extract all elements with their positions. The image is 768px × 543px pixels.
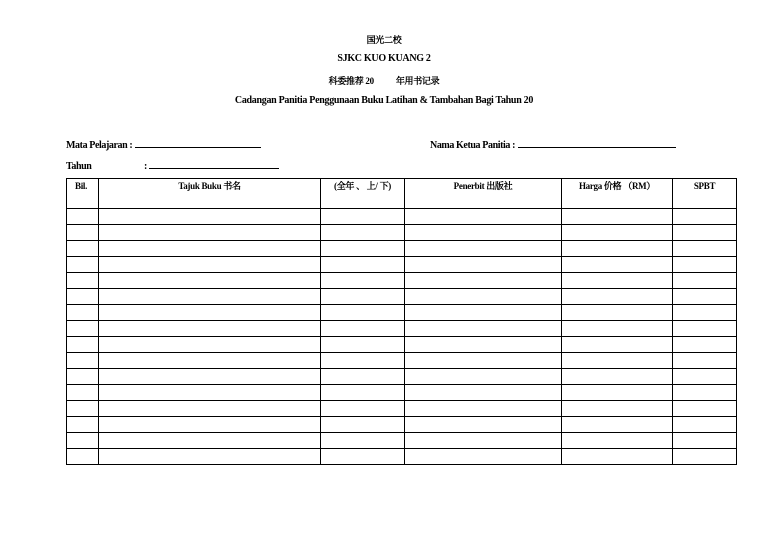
table-cell[interactable] [99, 385, 321, 401]
table-row [67, 209, 737, 225]
table-cell[interactable] [99, 353, 321, 369]
table-row [67, 353, 737, 369]
table-cell[interactable] [67, 241, 99, 257]
table-cell[interactable] [673, 305, 737, 321]
tahun-blank[interactable] [149, 159, 279, 169]
table-cell[interactable] [405, 433, 562, 449]
table-cell[interactable] [405, 273, 562, 289]
table-cell[interactable] [99, 209, 321, 225]
table-cell[interactable] [673, 337, 737, 353]
table-cell[interactable] [67, 305, 99, 321]
form-subtitle: Cadangan Panitia Penggunaan Buku Latihan & Tambahan Bagi Tahun 20 [234, 95, 534, 106]
table-cell[interactable] [67, 449, 99, 465]
table-cell[interactable] [673, 353, 737, 369]
table-row [67, 305, 737, 321]
table-cell[interactable] [562, 401, 673, 417]
table-cell[interactable] [562, 273, 673, 289]
table-cell[interactable] [562, 385, 673, 401]
column-header-tajuk-buku: Tajuk Buku 书名 [99, 179, 321, 209]
table-cell[interactable] [67, 225, 99, 241]
table-header-row [67, 179, 737, 209]
table-cell[interactable] [673, 209, 737, 225]
table-row [67, 273, 737, 289]
table-cell[interactable] [405, 209, 562, 225]
book-record-table [66, 178, 737, 465]
tahun-label: Tahun [66, 161, 92, 172]
table-cell[interactable] [673, 273, 737, 289]
table-cell[interactable] [99, 321, 321, 337]
table-row [67, 401, 737, 417]
column-header-penerbit: Penerbit 出版社 [405, 179, 562, 209]
table-cell[interactable] [673, 417, 737, 433]
table-cell[interactable] [562, 369, 673, 385]
table-cell[interactable] [405, 337, 562, 353]
table-cell[interactable] [405, 225, 562, 241]
table-cell[interactable] [673, 385, 737, 401]
table-cell[interactable] [99, 241, 321, 257]
table-cell[interactable] [405, 401, 562, 417]
table-cell[interactable] [673, 225, 737, 241]
table-cell[interactable] [321, 241, 405, 257]
table-cell[interactable] [99, 417, 321, 433]
table-cell[interactable] [405, 289, 562, 305]
table-cell[interactable] [673, 321, 737, 337]
table-cell[interactable] [67, 401, 99, 417]
table-cell[interactable] [562, 321, 673, 337]
table-cell[interactable] [321, 385, 405, 401]
table-cell[interactable] [321, 273, 405, 289]
table-cell[interactable] [67, 321, 99, 337]
table-cell[interactable] [67, 369, 99, 385]
school-chinese-name: 国光二校 [366, 35, 402, 45]
table-cell[interactable] [67, 209, 99, 225]
table-cell[interactable] [405, 305, 562, 321]
column-header-period: (全年 、 上/ 下) [321, 179, 405, 209]
table-cell[interactable] [99, 369, 321, 385]
mata-pelajaran-blank[interactable] [135, 138, 261, 148]
tahun-colon: : [144, 161, 147, 172]
table-cell[interactable] [673, 449, 737, 465]
table-cell[interactable] [321, 289, 405, 305]
table-cell[interactable] [99, 305, 321, 321]
table-cell[interactable] [67, 289, 99, 305]
table-cell[interactable] [321, 225, 405, 241]
table-cell[interactable] [673, 289, 737, 305]
table-cell[interactable] [99, 449, 321, 465]
nama-ketua-label: Nama Ketua Panitia : [430, 140, 516, 151]
table-cell[interactable] [405, 369, 562, 385]
record-title [0, 74, 768, 87]
table-cell[interactable] [99, 257, 321, 273]
nama-ketua-field [430, 138, 676, 151]
table-cell[interactable] [67, 257, 99, 273]
record-title-label: 年用书记录 [395, 76, 440, 86]
nama-ketua-blank[interactable] [518, 138, 676, 148]
table-cell[interactable] [67, 353, 99, 369]
table-cell[interactable] [321, 449, 405, 465]
table-cell[interactable] [405, 241, 562, 257]
table-cell[interactable] [562, 241, 673, 257]
table-cell[interactable] [405, 321, 562, 337]
table-row [67, 337, 737, 353]
table-cell[interactable] [562, 337, 673, 353]
table-cell[interactable] [99, 273, 321, 289]
table-cell[interactable] [562, 257, 673, 273]
table-cell[interactable] [673, 241, 737, 257]
table-cell[interactable] [99, 433, 321, 449]
table-row [67, 225, 737, 241]
table-cell[interactable] [673, 401, 737, 417]
table-row [67, 321, 737, 337]
table-cell[interactable] [321, 401, 405, 417]
table-cell[interactable] [562, 449, 673, 465]
table-row [67, 257, 737, 273]
table-body [67, 209, 737, 465]
table-cell[interactable] [405, 417, 562, 433]
table-cell[interactable] [99, 401, 321, 417]
table-row [67, 385, 737, 401]
table-cell[interactable] [67, 385, 99, 401]
table-cell[interactable] [405, 257, 562, 273]
table-cell[interactable] [562, 209, 673, 225]
school-name: SJKC KUO KUANG 2 [337, 53, 431, 64]
table-cell[interactable] [562, 417, 673, 433]
table-cell[interactable] [321, 209, 405, 225]
table-row [67, 241, 737, 257]
table-cell[interactable] [67, 273, 99, 289]
record-title-year: 科委推荐 20 [328, 76, 374, 86]
table-cell[interactable] [321, 321, 405, 337]
table-cell[interactable] [99, 289, 321, 305]
table-cell[interactable] [67, 417, 99, 433]
table-cell[interactable] [405, 353, 562, 369]
mata-pelajaran-field [66, 138, 261, 151]
tahun-field [66, 159, 279, 172]
table-cell[interactable] [562, 353, 673, 369]
table-cell[interactable] [562, 225, 673, 241]
table-cell[interactable] [321, 353, 405, 369]
table-cell[interactable] [562, 433, 673, 449]
table-row [67, 449, 737, 465]
table-cell[interactable] [562, 305, 673, 321]
table-cell[interactable] [67, 337, 99, 353]
table-cell[interactable] [405, 385, 562, 401]
table-row [67, 289, 737, 305]
table-cell[interactable] [321, 257, 405, 273]
table-cell[interactable] [562, 289, 673, 305]
table-row [67, 369, 737, 385]
table-cell[interactable] [673, 433, 737, 449]
table-cell[interactable] [673, 369, 737, 385]
column-header-harga: Harga 价格 （RM） [562, 179, 673, 209]
table-row [67, 433, 737, 449]
table-cell[interactable] [321, 417, 405, 433]
table-cell[interactable] [99, 337, 321, 353]
table-cell[interactable] [99, 225, 321, 241]
table-cell[interactable] [321, 369, 405, 385]
column-header-spbt: SPBT [673, 179, 737, 209]
table-cell[interactable] [321, 433, 405, 449]
table-row [67, 417, 737, 433]
column-header-bil: Bil. [67, 179, 99, 209]
table-cell[interactable] [405, 449, 562, 465]
table-cell[interactable] [321, 305, 405, 321]
table-cell[interactable] [67, 433, 99, 449]
table-cell[interactable] [673, 257, 737, 273]
mata-pelajaran-label: Mata Pelajaran : [66, 140, 133, 151]
table-cell[interactable] [321, 337, 405, 353]
